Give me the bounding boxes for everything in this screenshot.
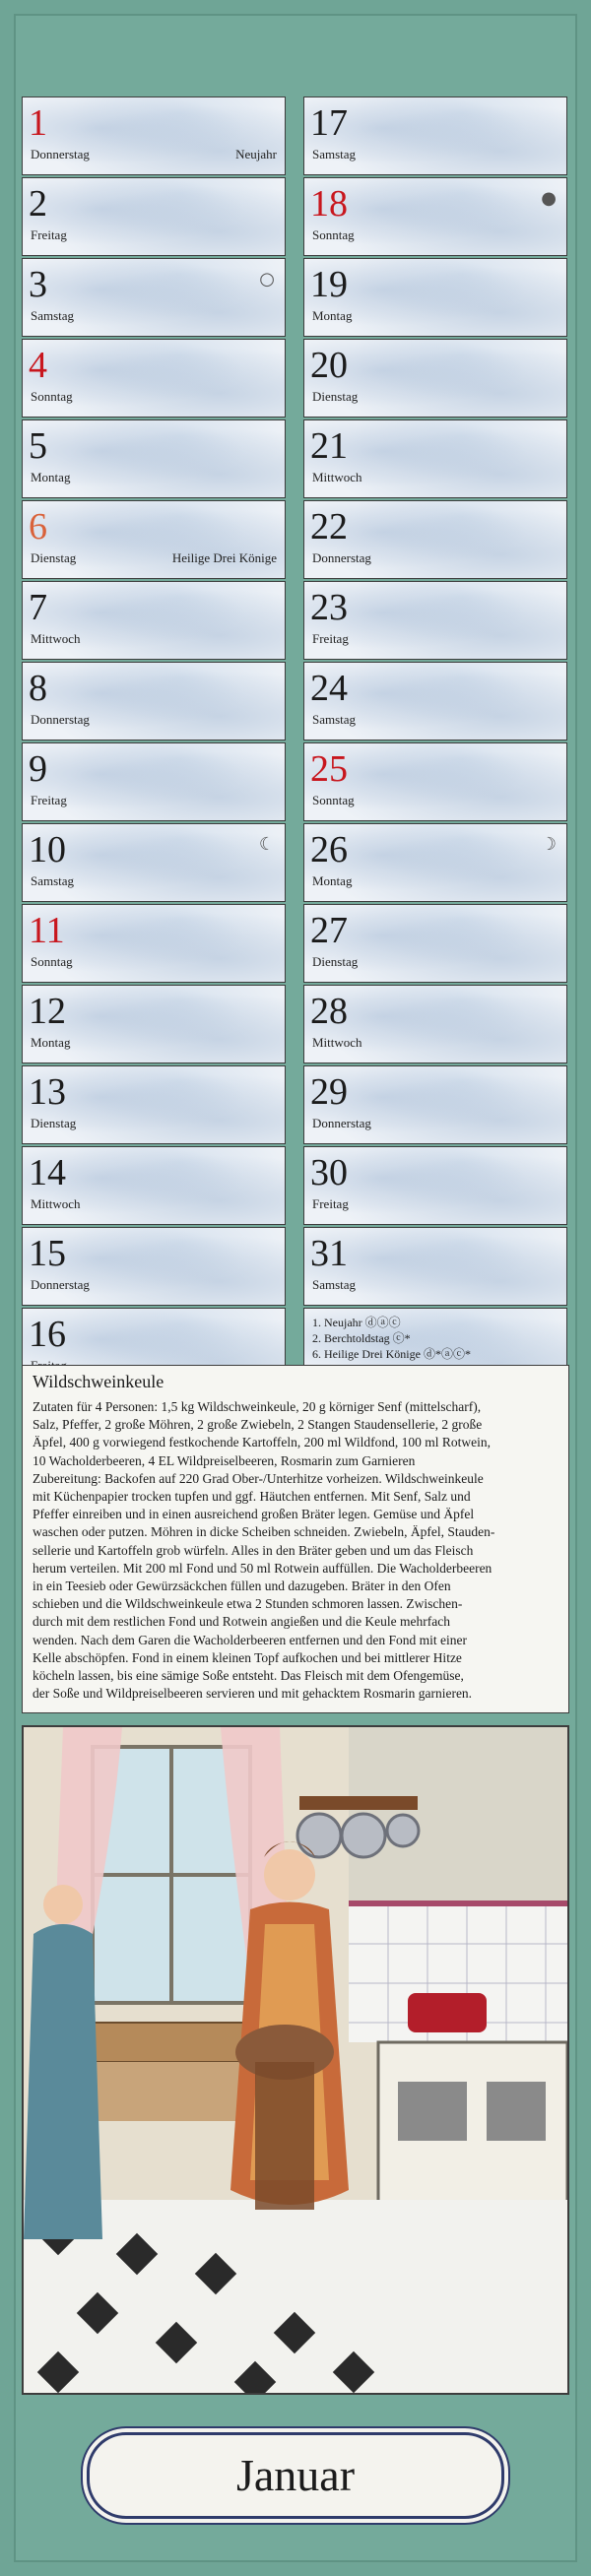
weekday-label: Mittwoch: [312, 470, 362, 484]
day-cell: [22, 500, 286, 579]
day-number: 21: [310, 425, 348, 467]
month-badge: [87, 2432, 504, 2519]
day-number: 13: [29, 1071, 66, 1113]
day-cell: [22, 662, 286, 741]
day-cell: [22, 1227, 286, 1306]
recipe-line: schieben und die Wildschweinkeule etwa 2 Stunden schmoren lassen. Zwischen-: [33, 1596, 463, 1612]
weekday-label: Freitag: [312, 1196, 349, 1211]
kitchen-illustration: [22, 1725, 569, 2395]
recipe-line: mit Küchenpapier trocken tupfen und ggf. Häutchen entfernen. Mit Senf, Salz und: [33, 1489, 471, 1505]
weekday-label: Samstag: [312, 1277, 357, 1292]
day-cell: [303, 904, 567, 983]
recipe-line: Zubereitung: Backofen auf 220 Grad Ober-/Unterhitze vorheizen. Wildschweinkeule: [33, 1470, 484, 1486]
day-cell: [22, 581, 286, 660]
day-cell: [22, 258, 286, 337]
day-number: 31: [310, 1233, 348, 1274]
day-number: 22: [310, 506, 348, 547]
recipe-line: waschen oder putzen. Möhren in dicke Scheiben schneiden. Zwiebeln, Äpfel, Stauden-: [33, 1524, 495, 1540]
weekday-label: Mittwoch: [31, 631, 81, 646]
day-cell: [22, 339, 286, 418]
day-cell: [303, 1227, 567, 1306]
weekday-label: Dienstag: [31, 550, 77, 565]
weekday-label: Mittwoch: [312, 1035, 362, 1050]
day-cell: [303, 742, 567, 821]
days-column-right: [303, 97, 567, 1388]
recipe-line: sellerie und Kartoffeln grob würfeln. Alles in den Bräter geben und um das Fleisch: [33, 1542, 474, 1558]
day-number: 14: [29, 1152, 66, 1193]
day-cell: [22, 742, 286, 821]
weekday-label: Donnerstag: [31, 147, 90, 161]
day-cell: [22, 97, 286, 175]
weekday-label: Montag: [312, 873, 353, 888]
day-cell: [303, 419, 567, 498]
weekday-label: Freitag: [31, 227, 67, 242]
weekday-label: Samstag: [31, 308, 75, 323]
weekday-label: Montag: [31, 470, 71, 484]
moon-phase-icon: ☾: [258, 834, 275, 855]
weekday-label: Samstag: [312, 712, 357, 727]
recipe-line: der Soße und Wildpreiselbeeren servieren und mit gehacktem Rosmarin garnieren.: [33, 1686, 473, 1702]
day-number: 15: [29, 1233, 66, 1274]
day-number: 5: [29, 425, 47, 467]
day-number: 28: [310, 991, 348, 1032]
day-number: 24: [310, 668, 348, 709]
day-number: 29: [310, 1071, 348, 1113]
day-number: 23: [310, 587, 348, 628]
recipe-line: wenden. Nach dem Garen die Wacholderbeeren entfernen und den Fond mit einer: [33, 1632, 467, 1647]
recipe-box: [22, 1365, 569, 1713]
weekday-label: Mittwoch: [31, 1196, 81, 1211]
weekday-label: Dienstag: [312, 389, 359, 404]
recipe-line: Salz, Pfeffer, 2 große Möhren, 2 große Zwiebeln, 2 Stangen Staudensellerie, 2 große: [33, 1417, 483, 1433]
recipe-line: herum verteilen. Mit 200 ml Fond und 50 ml Rotwein auffüllen. Die Wacholderbeeren: [33, 1560, 492, 1576]
day-number: 25: [310, 748, 348, 790]
recipe-line: köcheln lassen, bis eine sämige Soße entsteht. Das Fleisch mit dem Ofengemüse,: [33, 1668, 464, 1684]
holiday-label: Neujahr: [235, 147, 277, 161]
month-name: Januar: [235, 2450, 356, 2500]
weekday-label: Freitag: [31, 793, 67, 807]
recipe-text: [33, 1398, 558, 1703]
recipe-line: Zutaten für 4 Personen: 1,5 kg Wildschweinkeule, 20 g körniger Senf (mittelscharf),: [33, 1399, 482, 1414]
day-cell: [22, 823, 286, 902]
recipe-line: in ein Teesieb oder Gewürzsäckchen füllen und dazugeben. Bräter in den Ofen: [33, 1578, 451, 1594]
day-cell: [303, 339, 567, 418]
day-cell: [303, 1065, 567, 1144]
day-number: 19: [310, 264, 348, 305]
day-number: 20: [310, 345, 348, 386]
weekday-label: Sonntag: [31, 954, 73, 969]
day-cell: [22, 419, 286, 498]
day-number: 6: [29, 506, 47, 547]
weekday-label: Donnerstag: [312, 550, 371, 565]
weekday-label: Sonntag: [31, 389, 73, 404]
day-cell: [303, 823, 567, 902]
day-number: 8: [29, 668, 47, 709]
day-cell: [303, 258, 567, 337]
day-cell: [22, 1065, 286, 1144]
weekday-label: Montag: [31, 1035, 71, 1050]
day-number: 26: [310, 829, 348, 870]
day-cell: [22, 1146, 286, 1225]
weekday-label: Donnerstag: [31, 1277, 90, 1292]
weekday-label: Sonntag: [312, 227, 355, 242]
day-number: 27: [310, 910, 348, 951]
day-cell: [303, 581, 567, 660]
weekday-label: Dienstag: [312, 954, 359, 969]
day-cell: [303, 500, 567, 579]
weekday-label: Donnerstag: [31, 712, 90, 727]
day-cell: [22, 904, 286, 983]
day-number: 4: [29, 345, 47, 386]
recipe-title: Wildschweinkeule: [33, 1372, 164, 1391]
weekday-label: Sonntag: [312, 793, 355, 807]
day-number: 9: [29, 748, 47, 790]
recipe-line: 10 Wacholderbeeren, 4 EL Wildpreiselbeeren, Rosmarin zum Garnieren: [33, 1452, 416, 1468]
recipe-line: Äpfel, 400 g vorwiegend festkochende Kartoffeln, 200 ml Wildfond, 100 ml Rotwein,: [33, 1435, 491, 1450]
day-cell: [303, 177, 567, 256]
weekday-label: Samstag: [312, 147, 357, 161]
day-cell: [22, 985, 286, 1063]
day-number: 2: [29, 183, 47, 225]
day-cell: [303, 662, 567, 741]
recipe-line: durch mit dem restlichen Fond und Rotwein angießen und die Keule mehrfach: [33, 1614, 451, 1630]
day-number: 11: [29, 910, 65, 951]
day-number: 10: [29, 829, 66, 870]
day-number: 16: [29, 1314, 66, 1355]
kitchen-scene-image: [24, 1727, 567, 2393]
moon-phase-icon: ☽: [540, 834, 557, 855]
weekday-label: Samstag: [31, 873, 75, 888]
day-cell: [22, 177, 286, 256]
weekday-label: Montag: [312, 308, 353, 323]
day-number: 18: [310, 183, 348, 225]
day-number: 3: [29, 264, 47, 305]
day-cell: [303, 985, 567, 1063]
recipe-line: Pfeffer einreiben und in einen ausreichend großen Bräter legen. Gemüse und Äpfel: [33, 1507, 475, 1522]
day-number: 7: [29, 587, 47, 628]
day-number: 1: [29, 102, 47, 144]
note-line: 6. Heilige Drei Könige ⓓ*ⓐⓒ*: [312, 1347, 471, 1361]
day-number: 30: [310, 1152, 348, 1193]
days-column-left: [22, 97, 286, 1388]
weekday-label: Donnerstag: [312, 1116, 371, 1130]
moon-phase-icon: ○: [259, 269, 275, 290]
day-cell: [303, 1146, 567, 1225]
day-number: 12: [29, 991, 66, 1032]
holiday-label: Heilige Drei Könige: [171, 550, 277, 565]
day-cell: [303, 97, 567, 175]
recipe-line: Kelle abschöpfen. Fond in einem kleinen Topf aufkochen und bei mittlerer Hitze: [33, 1649, 462, 1665]
note-line: 1. Neujahr ⓓⓐⓒ: [312, 1316, 401, 1329]
weekday-label: Dienstag: [31, 1116, 77, 1130]
day-number: 17: [310, 102, 348, 144]
moon-phase-icon: ●: [541, 188, 557, 209]
note-line: 2. Berchtoldstag ⓒ*: [312, 1331, 411, 1345]
weekday-label: Freitag: [312, 631, 349, 646]
